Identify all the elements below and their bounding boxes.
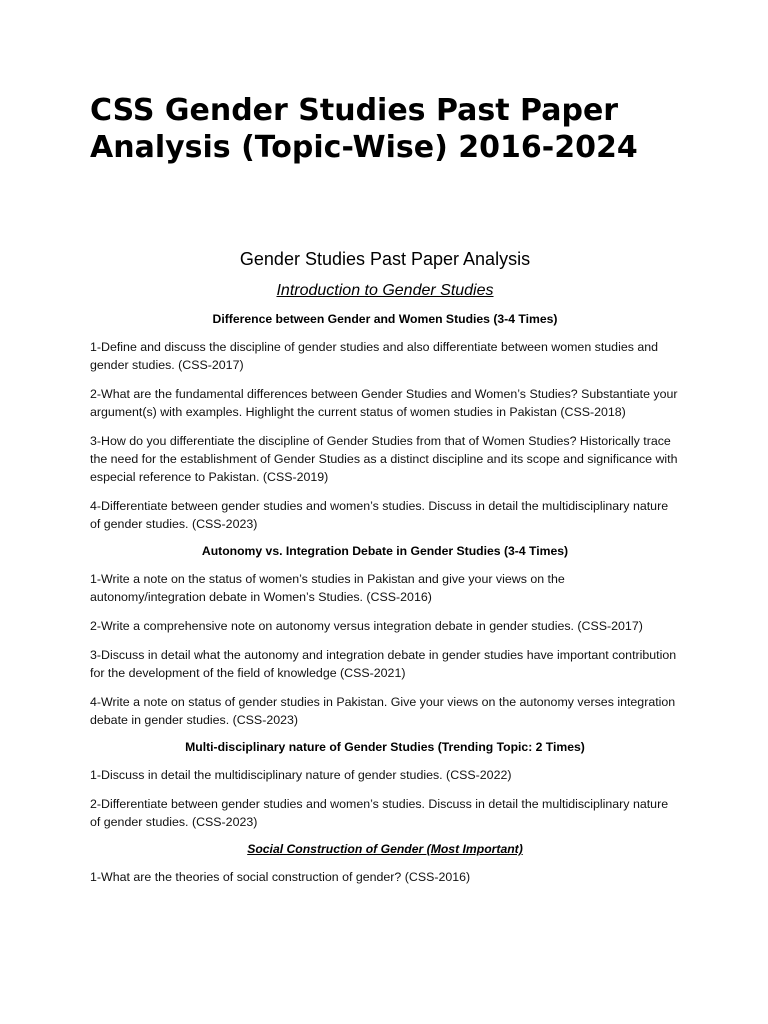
question-item: 1-What are the theories of social construction of gender? (CSS-2016) (90, 870, 471, 884)
topic-block (90, 312, 680, 533)
question-item: 3-How do you differentiate the discipline of Gender Studies from that of Women Studies? Historically trace the need for the establishment of Gender Studies as a distinct discipline and its scope and significance with especial reference to Pakistan. (CSS-2019) (90, 434, 678, 484)
topic-block (90, 842, 680, 886)
question-item: 1-Define and discuss the discipline of gender studies and also differentiate between women studies and gender studies. (CSS-2017) (90, 340, 659, 372)
document-content (90, 249, 680, 897)
question-item: 2-Write a comprehensive note on autonomy versus integration debate in gender studies. (CSS-2017) (90, 619, 643, 633)
question-item: 2-Differentiate between gender studies and women’s studies. Discuss in detail the multidisciplinary nature of gender studies. (CSS-2023) (90, 797, 669, 829)
sub-heading: Introduction to Gender Studies (276, 282, 494, 299)
question-item: 4-Differentiate between gender studies and women’s studies. Discuss in detail the multidisciplinary nature of gender studies. (CSS-2023) (90, 499, 669, 531)
topic-heading: Social Construction of Gender (Most Important) (247, 842, 523, 856)
topic-block (90, 544, 680, 729)
topic-heading: Autonomy vs. Integration Debate in Gender Studies (3-4 Times) (201, 544, 569, 558)
question-item: 2-What are the fundamental differences between Gender Studies and Women’s Studies? Substantiate your argument(s) with examples. Highlight the current status of women studies in Pakistan (CSS-2018) (90, 387, 678, 419)
document-title: CSS Gender Studies Past Paper Analysis (Topic-Wise) 2016-2024 (90, 93, 638, 165)
question-item: 1-Write a note on the status of women’s studies in Pakistan and give your views on the autonomy/integration debate in Women’s Studies. (CSS-2016) (90, 572, 565, 604)
question-item: 3-Discuss in detail what the autonomy and integration debate in gender studies have important contribution for the development of the field of knowledge (CSS-2021) (90, 648, 677, 680)
section-heading: Gender Studies Past Paper Analysis (239, 249, 531, 269)
topic-block (90, 740, 680, 831)
question-item: 1-Discuss in detail the multidisciplinary nature of gender studies. (CSS-2022) (90, 768, 512, 782)
question-item: 4-Write a note on status of gender studies in Pakistan. Give your views on the autonomy verses integration debate in gender studies. (CSS-2023) (90, 695, 676, 727)
topic-heading: Difference between Gender and Women Studies (3-4 Times) (212, 312, 558, 326)
topic-heading: Multi-disciplinary nature of Gender Studies (Trending Topic: 2 Times) (185, 740, 585, 754)
